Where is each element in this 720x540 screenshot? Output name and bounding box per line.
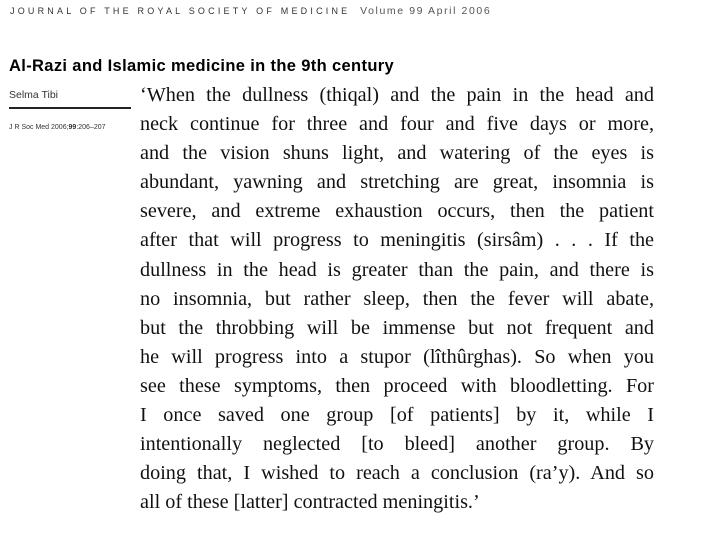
quote-line: all of these [latter] contracted meningitis.’ xyxy=(140,491,480,514)
journal-header xyxy=(10,5,491,17)
article-title: Al-Razi and Islamic medicine in the 9th century xyxy=(9,57,395,75)
author-name: Selma Tibi xyxy=(9,89,59,101)
citation-volume: 99 xyxy=(68,124,77,131)
author-divider xyxy=(9,107,131,109)
quote-line: intentionally neglected [to bleed] another group. By xyxy=(140,433,654,456)
quote-line: abundant, yawning and stretching are great, insomnia is xyxy=(140,171,654,194)
journal-name: JOURNAL OF THE ROYAL SOCIETY OF MEDICINE xyxy=(10,6,351,16)
quote-body xyxy=(140,81,654,517)
quote-line: doing that, I wished to reach a conclusion (ra’y). And so xyxy=(140,462,654,485)
quote-line: dullness in the head is greater than the pain, and there is xyxy=(140,258,654,281)
quote-line: I once saved one group [of patients] by it, while I xyxy=(140,404,654,427)
quote-line: he will progress into a stupor (lîthûrghas). So when you xyxy=(140,345,654,368)
citation-pages: :206–207 xyxy=(76,124,106,131)
quote-line: see these symptoms, then proceed with bloodletting. For xyxy=(140,374,654,397)
citation-prefix: J R Soc Med 2006; xyxy=(9,124,69,131)
quote-line: and the vision shuns light, and watering of the eyes is xyxy=(140,142,654,165)
quote-line: no insomnia, but rather sleep, then the fever will abate, xyxy=(140,287,654,310)
citation xyxy=(9,124,106,131)
journal-issue: Volume 99 April 2006 xyxy=(360,5,492,17)
quote-line: ‘When the dullness (thiqal) and the pain in the head and xyxy=(140,84,654,106)
quote-line: severe, and extreme exhaustion occurs, then the patient xyxy=(140,200,654,223)
quote-line: neck continue for three and four and five days or more, xyxy=(140,113,654,136)
quote-line: after that will progress to meningitis (sirsâm) . . . If the xyxy=(140,229,654,252)
quote-line: but the throbbing will be immense but not frequent and xyxy=(140,316,654,339)
